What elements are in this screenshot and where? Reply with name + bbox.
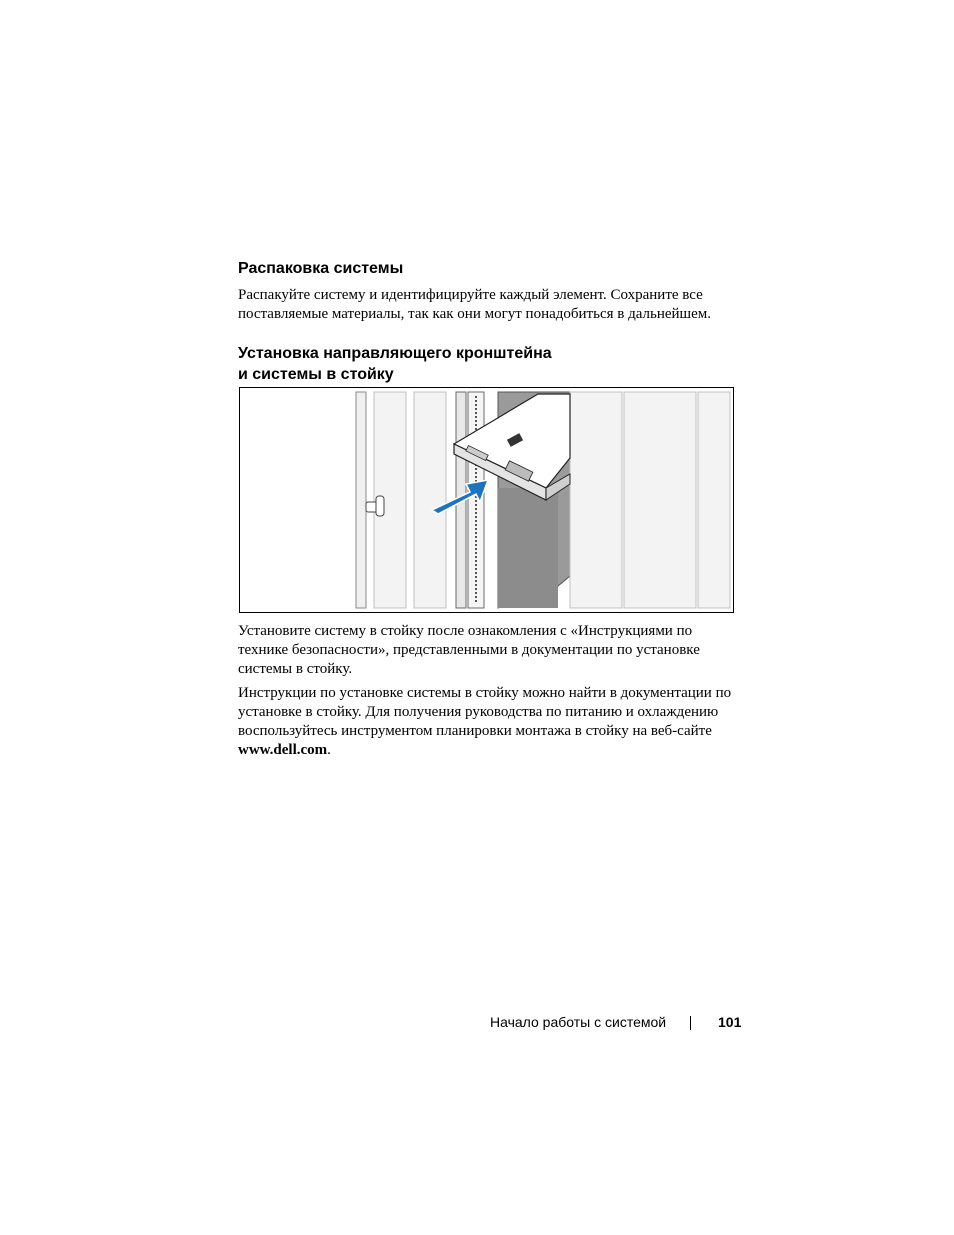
- section-heading-unpacking: Распаковка системы: [238, 260, 404, 277]
- rack-panel: [624, 392, 696, 608]
- link-suffix: .: [327, 742, 331, 758]
- rack-install-paragraph-1: [238, 622, 700, 679]
- text-line: [238, 741, 731, 760]
- dell-website-link[interactable]: www.dell.com: [238, 742, 328, 758]
- unpacking-paragraph: [238, 286, 711, 324]
- rack-installation-illustration-icon: [240, 388, 733, 612]
- footer-title: Начало работы с системой: [490, 1014, 667, 1030]
- footer-separator: [690, 1016, 691, 1030]
- text-line: Инструкции по установке системы в стойку можно найти в документации по: [238, 685, 732, 701]
- rack-installation-figure: [239, 387, 734, 613]
- section-heading-rack-install: [238, 343, 552, 385]
- text-line: Распакуйте систему и идентифицируйте каждый элемент. Сохраните все: [238, 287, 703, 303]
- heading-line: Установка направляющего кронштейна: [238, 345, 552, 362]
- rack-install-paragraph-2: [238, 684, 731, 760]
- rack-post-left: [356, 392, 366, 608]
- text-line: технике безопасности», представленными в документации по установке: [238, 642, 700, 658]
- text-line: воспользуйтесь инструментом планировки монтажа в стойку на веб-сайте: [238, 723, 712, 739]
- text-line: Установите систему в стойку после ознакомления с «Инструкциями по: [238, 623, 693, 639]
- page-number: 101: [718, 1014, 742, 1030]
- text-line: системы в стойку.: [238, 661, 353, 677]
- rack-panel: [698, 392, 730, 608]
- heading-line: и системы в стойку: [238, 366, 394, 383]
- rack-panel: [570, 392, 622, 608]
- text-line: поставляемые материалы, так как они могут понадобиться в дальнейшем.: [238, 306, 712, 322]
- rack-panel: [414, 392, 446, 608]
- text-line: установке в стойку. Для получения руководства по питанию и охлаждению: [238, 704, 719, 720]
